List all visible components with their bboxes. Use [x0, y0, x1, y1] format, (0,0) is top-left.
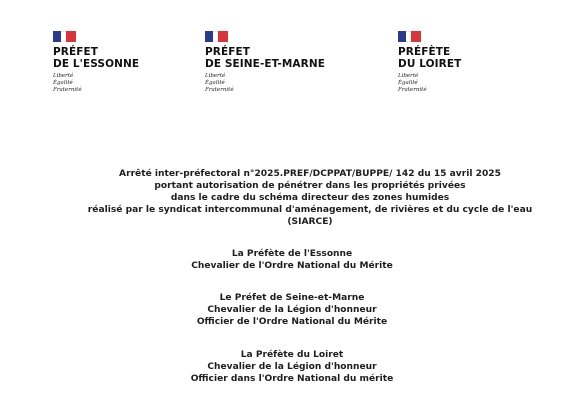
republic-motto — [398, 73, 461, 94]
motto-liberte: Liberté — [53, 73, 74, 79]
logo-title-line1: PRÉFET — [205, 46, 251, 58]
motto-liberte: Liberté — [205, 73, 226, 79]
prefet-distinction: Chevalier de la Légion d'honneur — [207, 305, 377, 315]
prefete-loiret-block — [4, 349, 576, 385]
motto-liberte: Liberté — [398, 73, 419, 79]
prefet-distinction: Chevalier de l'Ordre National du Mérite — [191, 261, 393, 271]
republic-motto — [205, 73, 325, 94]
logo-prefet-seine-et-marne — [205, 31, 325, 94]
french-flag-icon — [205, 31, 228, 42]
logo-title-line1: PRÉFÈTE — [398, 46, 451, 58]
motto-egalite: Égalité — [398, 80, 418, 86]
motto-fraternite: Fraternité — [398, 87, 427, 93]
prefet-distinction: Officier dans l'Ordre National du mérite — [190, 374, 394, 384]
prefet-name: La Préfète de l'Essonne — [231, 249, 353, 259]
prefet-name: Le Préfet de Seine-et-Marne — [219, 293, 365, 303]
prefet-distinction: Officier de l'Ordre National du Mérite — [196, 317, 388, 327]
logo-title-line2: DU LOIRET — [398, 58, 462, 70]
motto-fraternite: Fraternité — [53, 87, 82, 93]
prefet-distinction: Chevalier de la Légion d'honneur — [207, 362, 377, 372]
arrete-title — [22, 168, 576, 228]
motto-egalite: Égalité — [53, 80, 73, 86]
arrete-author-line: réalisé par le syndicat intercommunal d'aménagement, de rivières et du cycle de l'eau — [87, 205, 533, 215]
prefete-essonne-block — [4, 248, 576, 272]
logo-prefet-essonne — [53, 31, 139, 94]
logo-title-line1: PRÉFET — [53, 46, 99, 58]
arrete-context-line: dans le cadre du schéma directeur des zones humides — [170, 193, 450, 203]
republic-motto — [53, 73, 139, 94]
prefet-name: La Préfète du Loiret — [240, 350, 344, 360]
prefet-seine-et-marne-block — [4, 292, 576, 328]
arrete-acronym-line: (SIARCE) — [287, 217, 333, 227]
logo-prefete-loiret — [398, 31, 461, 94]
french-flag-icon — [398, 31, 421, 42]
motto-egalite: Égalité — [205, 80, 225, 86]
logo-title-line2: DE SEINE-ET-MARNE — [205, 58, 325, 70]
arrete-subject-line: portant autorisation de pénétrer dans les propriétés privées — [154, 181, 466, 191]
french-flag-icon — [53, 31, 76, 42]
arrete-number-line: Arrêté inter-préfectoral n°2025.PREF/DCPPAT/BUPPE/ 142 du 15 avril 2025 — [119, 169, 501, 179]
logo-title-line2: DE L'ESSONNE — [53, 58, 140, 70]
motto-fraternite: Fraternité — [205, 87, 234, 93]
